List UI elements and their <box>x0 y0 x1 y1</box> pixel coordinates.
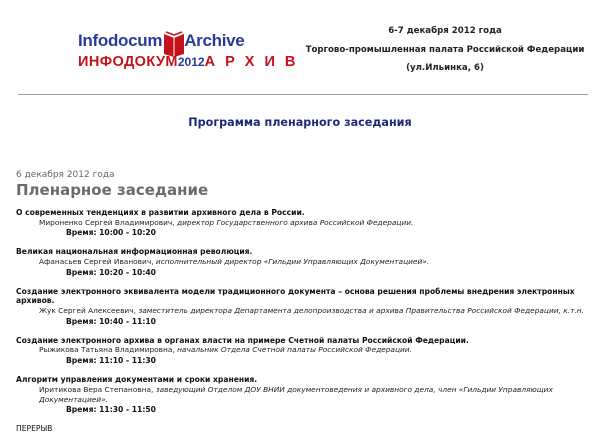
talk-title: Алгоритм управления документами и сроки хранения. <box>16 375 258 385</box>
speaker-role: начальник Отдела Счетной палаты Российской Федерации. <box>177 345 412 355</box>
talk-time: Время: 10:40 - 11:10 <box>66 316 156 326</box>
speaker-name: Афанасьев Сергей Иванович, <box>39 256 154 266</box>
speaker-role: заведующий Отделом ДОУ ВНИИ документоведения и архивного дела, член «Гильдии Управляющих Документацией». <box>39 384 553 404</box>
program-title: Программа пленарного заседания <box>188 116 412 129</box>
program-content <box>16 170 591 433</box>
break-label: ПЕРЕРЫВ <box>16 424 53 433</box>
speaker-name: Жук Сергей Алексеевич, <box>39 305 136 315</box>
talk-speaker <box>16 306 591 316</box>
event-info <box>300 22 590 78</box>
talk-item <box>16 208 591 238</box>
logo-en-right: Archive <box>184 31 245 50</box>
logo-english <box>78 31 244 51</box>
speaker-name: Иритикова Вера Степановна, <box>39 384 154 394</box>
event-venue: Торгово-промышленная палата Российской Федерации <box>305 44 585 55</box>
talk-time: Время: 10:00 - 10:20 <box>66 228 156 238</box>
talk-item <box>16 375 591 415</box>
day-date: 6 декабря 2012 года <box>16 170 115 180</box>
talk-speaker <box>16 218 591 228</box>
talk-item <box>16 287 591 327</box>
speaker-role: заместитель директора Департамента делопроизводства и архива Правительства Российской Федерации, к.т.н. <box>138 305 584 315</box>
talk-item <box>16 336 591 366</box>
header-divider <box>18 94 588 95</box>
speaker-name: Рыжикова Татьяна Владимировна, <box>39 345 175 355</box>
talk-speaker <box>16 385 591 405</box>
logo-ru-right: А Р Х И В <box>204 54 299 70</box>
talk-item <box>16 247 591 277</box>
session-title: Пленарное заседание <box>16 181 209 199</box>
talk-title: О современных тенденциях в развитии архивного дела в России. <box>16 208 305 217</box>
logo-en-left: Infodocum <box>78 31 163 50</box>
talk-speaker <box>16 257 591 267</box>
talk-time: Время: 11:10 - 11:30 <box>66 356 156 366</box>
logo-russian <box>78 54 298 70</box>
talk-title: Создание электронного архива в органах власти на примере Счетной палаты Российской Федерации. <box>16 335 469 345</box>
talk-time: Время: 10:20 - 10:40 <box>66 267 156 277</box>
talk-time: Время: 11:30 - 11:50 <box>66 405 156 415</box>
infodocum-archive-logo[interactable] <box>78 31 299 83</box>
logo-year: 2012 <box>177 55 205 69</box>
event-dates: 6-7 декабря 2012 года <box>388 26 502 36</box>
page-header <box>0 0 600 95</box>
talk-title: Великая национальная информационная революция. <box>16 247 253 257</box>
talk-title: Создание электронного эквивалента модели традиционного документа – основа решения проблемы внедрения электронных архивов. <box>16 286 575 306</box>
logo-ru-left: ИНФОДОКУМ <box>78 54 178 70</box>
speaker-role: исполнительный директор «Гильдии Управляющих Документацией». <box>155 256 430 266</box>
speaker-role: директор Государственного архива Российской Федерации. <box>176 217 414 227</box>
event-address: (ул.Ильинка, 6) <box>406 63 484 73</box>
talk-speaker <box>16 345 591 355</box>
speaker-name: Мироненко Сергей Владимирович, <box>39 217 175 227</box>
